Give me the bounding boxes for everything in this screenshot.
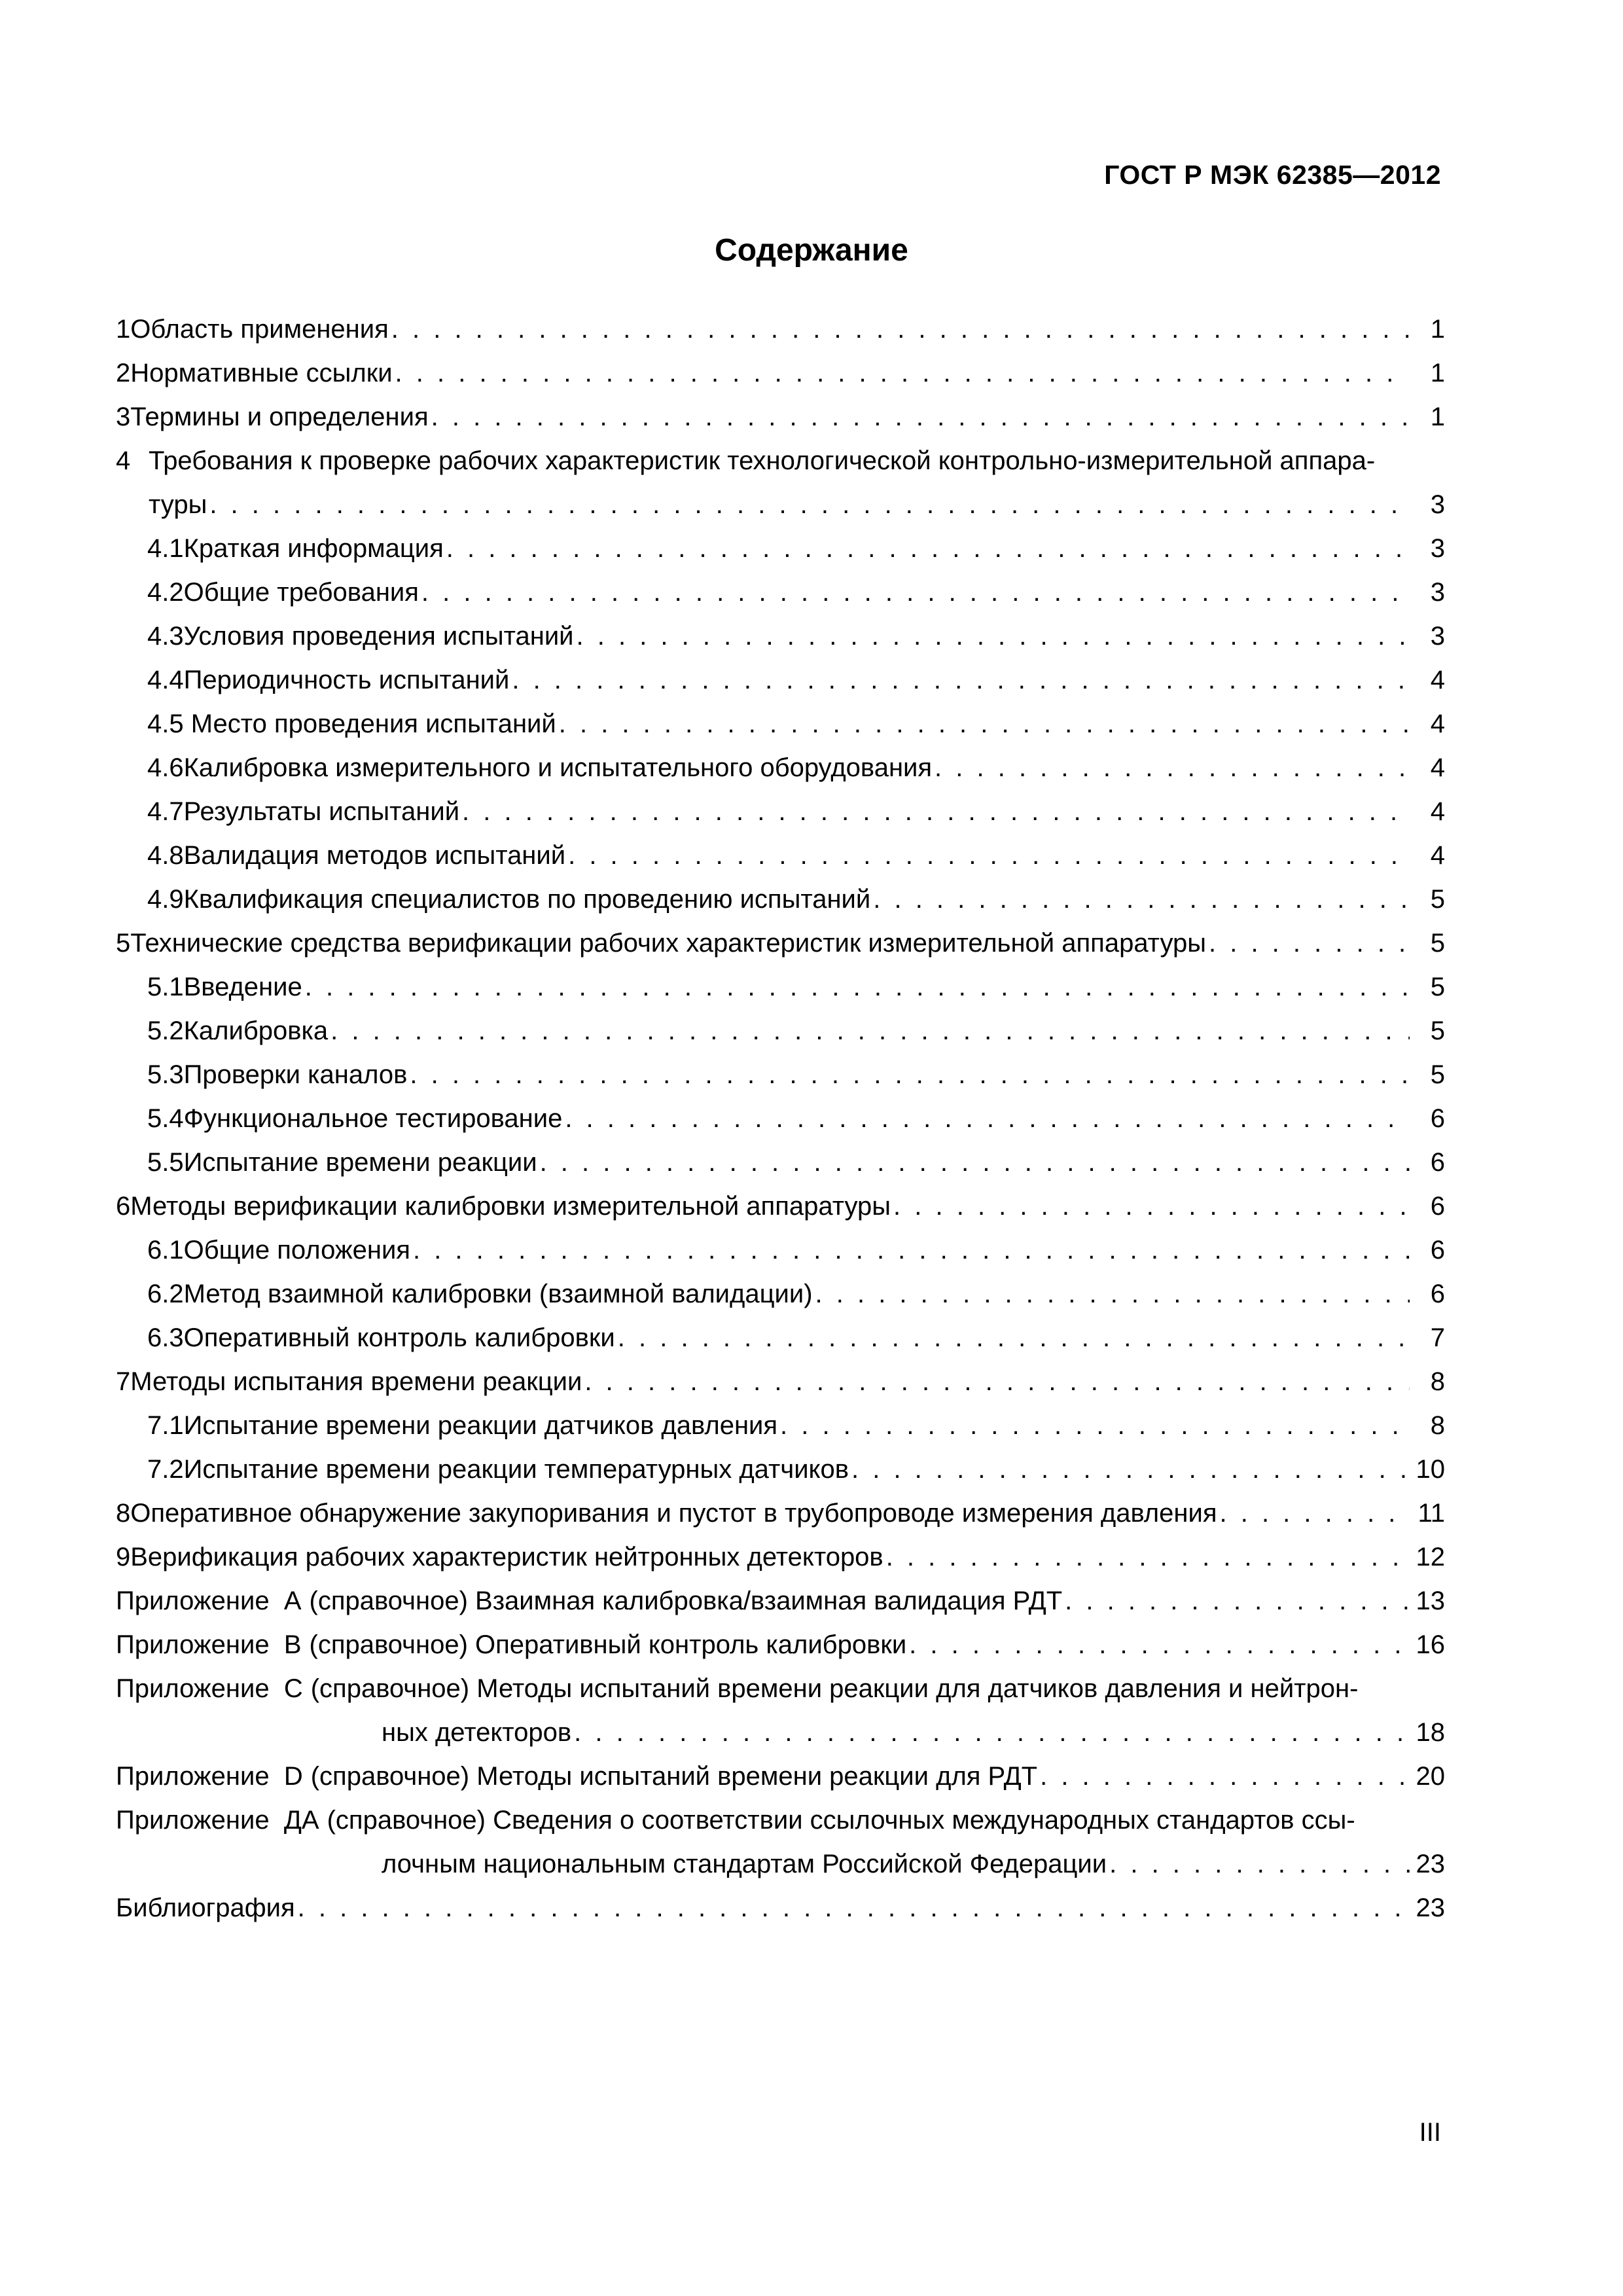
toc-entry-title: Краткая информация — [183, 534, 444, 563]
toc-page-number: 4 — [1430, 841, 1445, 870]
toc-page-number: 6 — [1430, 1280, 1445, 1308]
toc-dot-leader — [330, 1009, 1410, 1053]
toc-entry-title: Термины и определения — [130, 403, 429, 431]
toc-entry-title-continued: лочным национальным стандартам Российской Федерации — [382, 1850, 1107, 1878]
toc-dot-leader — [618, 1316, 1410, 1360]
toc-entry-number: 4.4 — [147, 666, 184, 694]
toc-entry[interactable] — [116, 1141, 1445, 1185]
toc-dot-leader — [512, 658, 1410, 702]
toc-page-number: 16 — [1416, 1630, 1445, 1659]
toc-entry-number: 6.1 — [147, 1236, 184, 1265]
toc-entry-title: (справочное) Методы испытаний времени реакции для РДТ — [310, 1762, 1038, 1791]
toc-entry-number: 3 — [116, 403, 131, 431]
toc-entry-number: 4.2 — [147, 578, 184, 607]
toc-entry-title: Требования к проверке рабочих характеристик технологической контрольно-измерительной аппара- — [149, 446, 1376, 475]
toc-entry[interactable] — [116, 1623, 1445, 1667]
toc-dot-leader — [565, 1097, 1410, 1141]
toc-entry-number: 4.3 — [147, 622, 184, 651]
toc-entry[interactable] — [116, 308, 1445, 351]
toc-page-number: 7 — [1430, 1323, 1445, 1352]
toc-entry-number: 1 — [116, 315, 131, 344]
toc-entry[interactable] — [116, 1755, 1445, 1799]
table-of-contents — [116, 308, 1445, 1930]
page-number: III — [1419, 2118, 1441, 2147]
toc-dot-leader — [1109, 1842, 1410, 1886]
toc-entry-title: Общие положения — [183, 1236, 410, 1265]
toc-dot-leader — [462, 790, 1410, 834]
toc-dot-leader — [559, 702, 1410, 746]
toc-page-number: 13 — [1416, 1587, 1445, 1615]
toc-dot-leader — [577, 615, 1410, 658]
toc-dot-leader — [893, 1185, 1410, 1229]
toc-entry-title: Метод взаимной калибровки (взаимной валидации) — [183, 1280, 813, 1308]
toc-dot-leader — [413, 1229, 1410, 1272]
toc-entry-title: Методы верификации калибровки измерительной аппаратуры — [130, 1192, 891, 1221]
toc-page-number: 4 — [1430, 753, 1445, 782]
toc-page-number: 3 — [1430, 490, 1445, 519]
toc-entry[interactable] — [116, 1448, 1445, 1492]
toc-entry-title: Место проведения испытаний — [183, 709, 556, 738]
toc-dot-leader — [1219, 1492, 1410, 1535]
toc-entry-title: Оперативное обнаружение закупоривания и пустот в трубопроводе измерения давления — [130, 1499, 1217, 1528]
toc-page-number: 4 — [1430, 709, 1445, 738]
toc-entry-number: 6.3 — [147, 1323, 184, 1352]
toc-dot-leader — [298, 1886, 1410, 1930]
toc-entry[interactable] — [116, 1097, 1445, 1141]
toc-entry-title: Испытание времени реакции температурных датчиков — [183, 1455, 849, 1484]
toc-entry-number: 4.6 — [147, 753, 184, 782]
toc-entry[interactable] — [116, 878, 1445, 922]
toc-dot-leader — [574, 1711, 1410, 1755]
toc-entry[interactable] — [116, 1009, 1445, 1053]
toc-entry-number: 4.1 — [147, 534, 184, 563]
toc-entry-number: 8 — [116, 1499, 131, 1528]
toc-page-number: 4 — [1430, 797, 1445, 826]
toc-page-number: 5 — [1430, 885, 1445, 914]
toc-entry-number: 5.5 — [147, 1148, 184, 1177]
standard-designation: ГОСТ Р МЭК 62385—2012 — [1104, 160, 1441, 190]
toc-entry-title: (справочное) Взаимная калибровка/взаимная валидация РДТ — [309, 1587, 1063, 1615]
toc-entry-number: 6.2 — [147, 1280, 184, 1308]
toc-entry-title: Проверки каналов — [183, 1060, 408, 1089]
toc-entry-title: Нормативные ссылки — [130, 359, 393, 387]
toc-dot-leader — [410, 1053, 1410, 1097]
toc-page-number: 3 — [1430, 622, 1445, 651]
toc-entry-number: 5.1 — [147, 973, 184, 1001]
toc-entry[interactable] — [116, 615, 1445, 658]
toc-entry-number: 7.2 — [147, 1455, 184, 1484]
toc-annex-label: Приложение С — [116, 1674, 303, 1703]
toc-dot-leader — [1209, 922, 1410, 965]
toc-entry[interactable] — [116, 1579, 1445, 1623]
toc-entry[interactable] — [116, 965, 1445, 1009]
toc-dot-leader — [851, 1448, 1410, 1492]
toc-entry-number: 7 — [116, 1367, 131, 1396]
toc-entry[interactable] — [116, 702, 1445, 746]
toc-entry-title: Библиография — [116, 1893, 295, 1922]
toc-entry[interactable] — [116, 1492, 1445, 1535]
toc-entry-number: 4.7 — [147, 797, 184, 826]
toc-entry[interactable] — [116, 1667, 1445, 1755]
toc-entry-title: Введение — [183, 973, 302, 1001]
toc-entry[interactable] — [116, 1799, 1445, 1886]
toc-dot-leader — [780, 1404, 1410, 1448]
toc-annex-label: Приложение D — [116, 1762, 303, 1791]
toc-page-number: 18 — [1416, 1718, 1445, 1747]
toc-page-number: 11 — [1418, 1499, 1445, 1528]
toc-entry-number: 2 — [116, 359, 131, 387]
toc-entry-number: 4.9 — [147, 885, 184, 914]
toc-entry-title: Методы испытания времени реакции — [130, 1367, 582, 1396]
toc-entry[interactable] — [116, 1886, 1445, 1930]
toc-entry[interactable] — [116, 746, 1445, 790]
toc-entry-title: Оперативный контроль калибровки — [183, 1323, 615, 1352]
toc-page-number: 8 — [1430, 1367, 1445, 1396]
toc-entry-title: Испытание времени реакции датчиков давления — [183, 1411, 778, 1440]
toc-entry[interactable] — [116, 1404, 1445, 1448]
toc-entry-number: 9 — [116, 1543, 131, 1571]
toc-entry[interactable] — [116, 395, 1445, 439]
toc-entry-title: Периодичность испытаний — [183, 666, 510, 694]
toc-entry[interactable] — [116, 1053, 1445, 1097]
toc-page-number: 3 — [1430, 578, 1445, 607]
toc-dot-leader — [873, 878, 1410, 922]
toc-dot-leader — [909, 1623, 1410, 1667]
toc-entry-title: Условия проведения испытаний — [183, 622, 574, 651]
toc-entry[interactable] — [116, 1185, 1445, 1229]
toc-page-number: 12 — [1416, 1543, 1445, 1571]
toc-entry-number: 5.3 — [147, 1060, 184, 1089]
toc-page-number: 6 — [1430, 1192, 1445, 1221]
toc-dot-leader — [1040, 1755, 1410, 1799]
toc-entry[interactable] — [116, 1360, 1445, 1404]
toc-dot-leader — [540, 1141, 1410, 1185]
toc-entry[interactable] — [116, 527, 1445, 571]
toc-dot-leader — [209, 483, 1410, 527]
toc-page-number: 23 — [1416, 1893, 1445, 1922]
toc-page-number: 8 — [1430, 1411, 1445, 1440]
toc-page-number: 3 — [1430, 534, 1445, 563]
toc-entry[interactable] — [116, 1316, 1445, 1360]
toc-entry-title: Валидация методов испытаний — [183, 841, 566, 870]
toc-entry[interactable] — [116, 351, 1445, 395]
toc-page-number: 5 — [1430, 1016, 1445, 1045]
toc-entry[interactable] — [116, 1535, 1445, 1579]
toc-dot-leader — [421, 571, 1410, 615]
toc-page-number: 1 — [1430, 315, 1445, 344]
toc-entry-number: 4 — [116, 446, 131, 475]
toc-entry[interactable] — [116, 439, 1445, 527]
toc-entry[interactable] — [116, 571, 1445, 615]
toc-entry[interactable] — [116, 1229, 1445, 1272]
toc-page-number: 23 — [1416, 1850, 1445, 1878]
toc-entry-title: (справочное) Оперативный контроль калибровки — [309, 1630, 907, 1659]
toc-entry-title: Испытание времени реакции — [183, 1148, 537, 1177]
toc-entry-title: Верификация рабочих характеристик нейтронных детекторов — [130, 1543, 883, 1571]
toc-entry-title: Результаты испытаний — [183, 797, 460, 826]
toc-entry-number: 5 — [116, 929, 131, 958]
toc-page-number: 4 — [1430, 666, 1445, 694]
toc-entry-title: Калибровка измерительного и испытательного оборудования — [183, 753, 933, 782]
toc-dot-leader — [446, 527, 1410, 571]
toc-dot-leader — [431, 395, 1410, 439]
toc-entry-title: Область применения — [130, 315, 389, 344]
toc-annex-label: Приложение А — [116, 1587, 302, 1615]
toc-dot-leader — [568, 834, 1410, 878]
toc-dot-leader — [305, 965, 1410, 1009]
toc-dot-leader — [391, 308, 1410, 351]
toc-entry-number: 4.5 — [147, 709, 184, 738]
toc-dot-leader — [395, 351, 1410, 395]
toc-entry-title: Общие требования — [183, 578, 419, 607]
toc-page-number: 20 — [1416, 1762, 1445, 1791]
toc-entry-title-continued: ных детекторов — [382, 1718, 572, 1747]
toc-page-number: 5 — [1430, 1060, 1445, 1089]
toc-page-number: 1 — [1430, 403, 1445, 431]
toc-entry-title: (справочное) Сведения о соответствии ссылочных международных стандартов ссы- — [327, 1806, 1355, 1835]
toc-annex-label: Приложение ДА — [116, 1806, 319, 1835]
toc-dot-leader — [584, 1360, 1410, 1404]
toc-dot-leader — [1065, 1579, 1410, 1623]
toc-entry-title-continued: туры — [149, 490, 207, 519]
toc-annex-label: Приложение В — [116, 1630, 302, 1659]
toc-page-number: 1 — [1430, 359, 1445, 387]
toc-entry-number: 5.2 — [147, 1016, 184, 1045]
toc-entry[interactable] — [116, 922, 1445, 965]
toc-page-number: 6 — [1430, 1148, 1445, 1177]
toc-entry-number: 7.1 — [147, 1411, 184, 1440]
page-title: Содержание — [715, 233, 908, 268]
toc-entry-number: 4.8 — [147, 841, 184, 870]
toc-page-number: 6 — [1430, 1236, 1445, 1265]
toc-page-number: 6 — [1430, 1104, 1445, 1133]
toc-entry-title: Функциональное тестирование — [183, 1104, 563, 1133]
toc-dot-leader — [935, 746, 1410, 790]
toc-page-number: 5 — [1430, 929, 1445, 958]
toc-page-number: 10 — [1416, 1455, 1445, 1484]
toc-page-number: 5 — [1430, 973, 1445, 1001]
toc-entry-number: 6 — [116, 1192, 131, 1221]
toc-entry-number: 5.4 — [147, 1104, 184, 1133]
toc-entry[interactable] — [116, 658, 1445, 702]
toc-entry[interactable] — [116, 790, 1445, 834]
toc-entry[interactable] — [116, 834, 1445, 878]
toc-entry-title: Калибровка — [183, 1016, 329, 1045]
toc-dot-leader — [886, 1535, 1410, 1579]
toc-entry[interactable] — [116, 1272, 1445, 1316]
toc-entry-title: Технические средства верификации рабочих характеристик измерительной аппаратуры — [130, 929, 1206, 958]
toc-entry-title: Квалификация специалистов по проведению испытаний — [183, 885, 871, 914]
toc-entry-title: (справочное) Методы испытаний времени реакции для датчиков давления и нейтрон- — [310, 1674, 1359, 1703]
toc-dot-leader — [815, 1272, 1410, 1316]
